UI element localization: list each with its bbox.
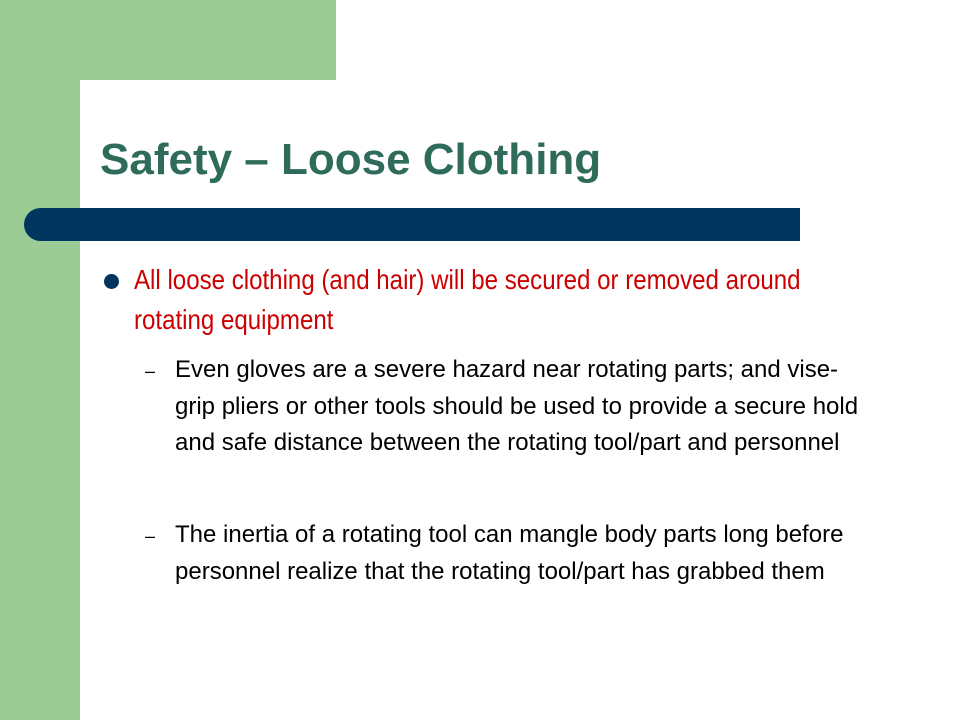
sub-bullet-dash-2: – — [145, 526, 156, 546]
slide-title: Safety – Loose Clothing — [100, 135, 602, 184]
sub-bullet-text-1: Even gloves are a severe hazard near rotating parts; and vise-grip pliers or other tools should be used to provide a secure hold and safe distance between the rotating tool/part and personnel — [175, 356, 859, 456]
sub-bullet-text-2: The inertia of a rotating tool can mangle body parts long before personnel realize that the rotating tool/part has grabbed them — [175, 521, 844, 585]
bullet-dot-icon — [104, 274, 119, 289]
main-bullet-text: All loose clothing (and hair) will be secured or removed around rotating equipment — [134, 264, 801, 335]
title-underline-bar — [24, 208, 800, 241]
sub-bullet-dash-1: – — [145, 361, 156, 381]
green-decoration-left — [0, 0, 80, 720]
